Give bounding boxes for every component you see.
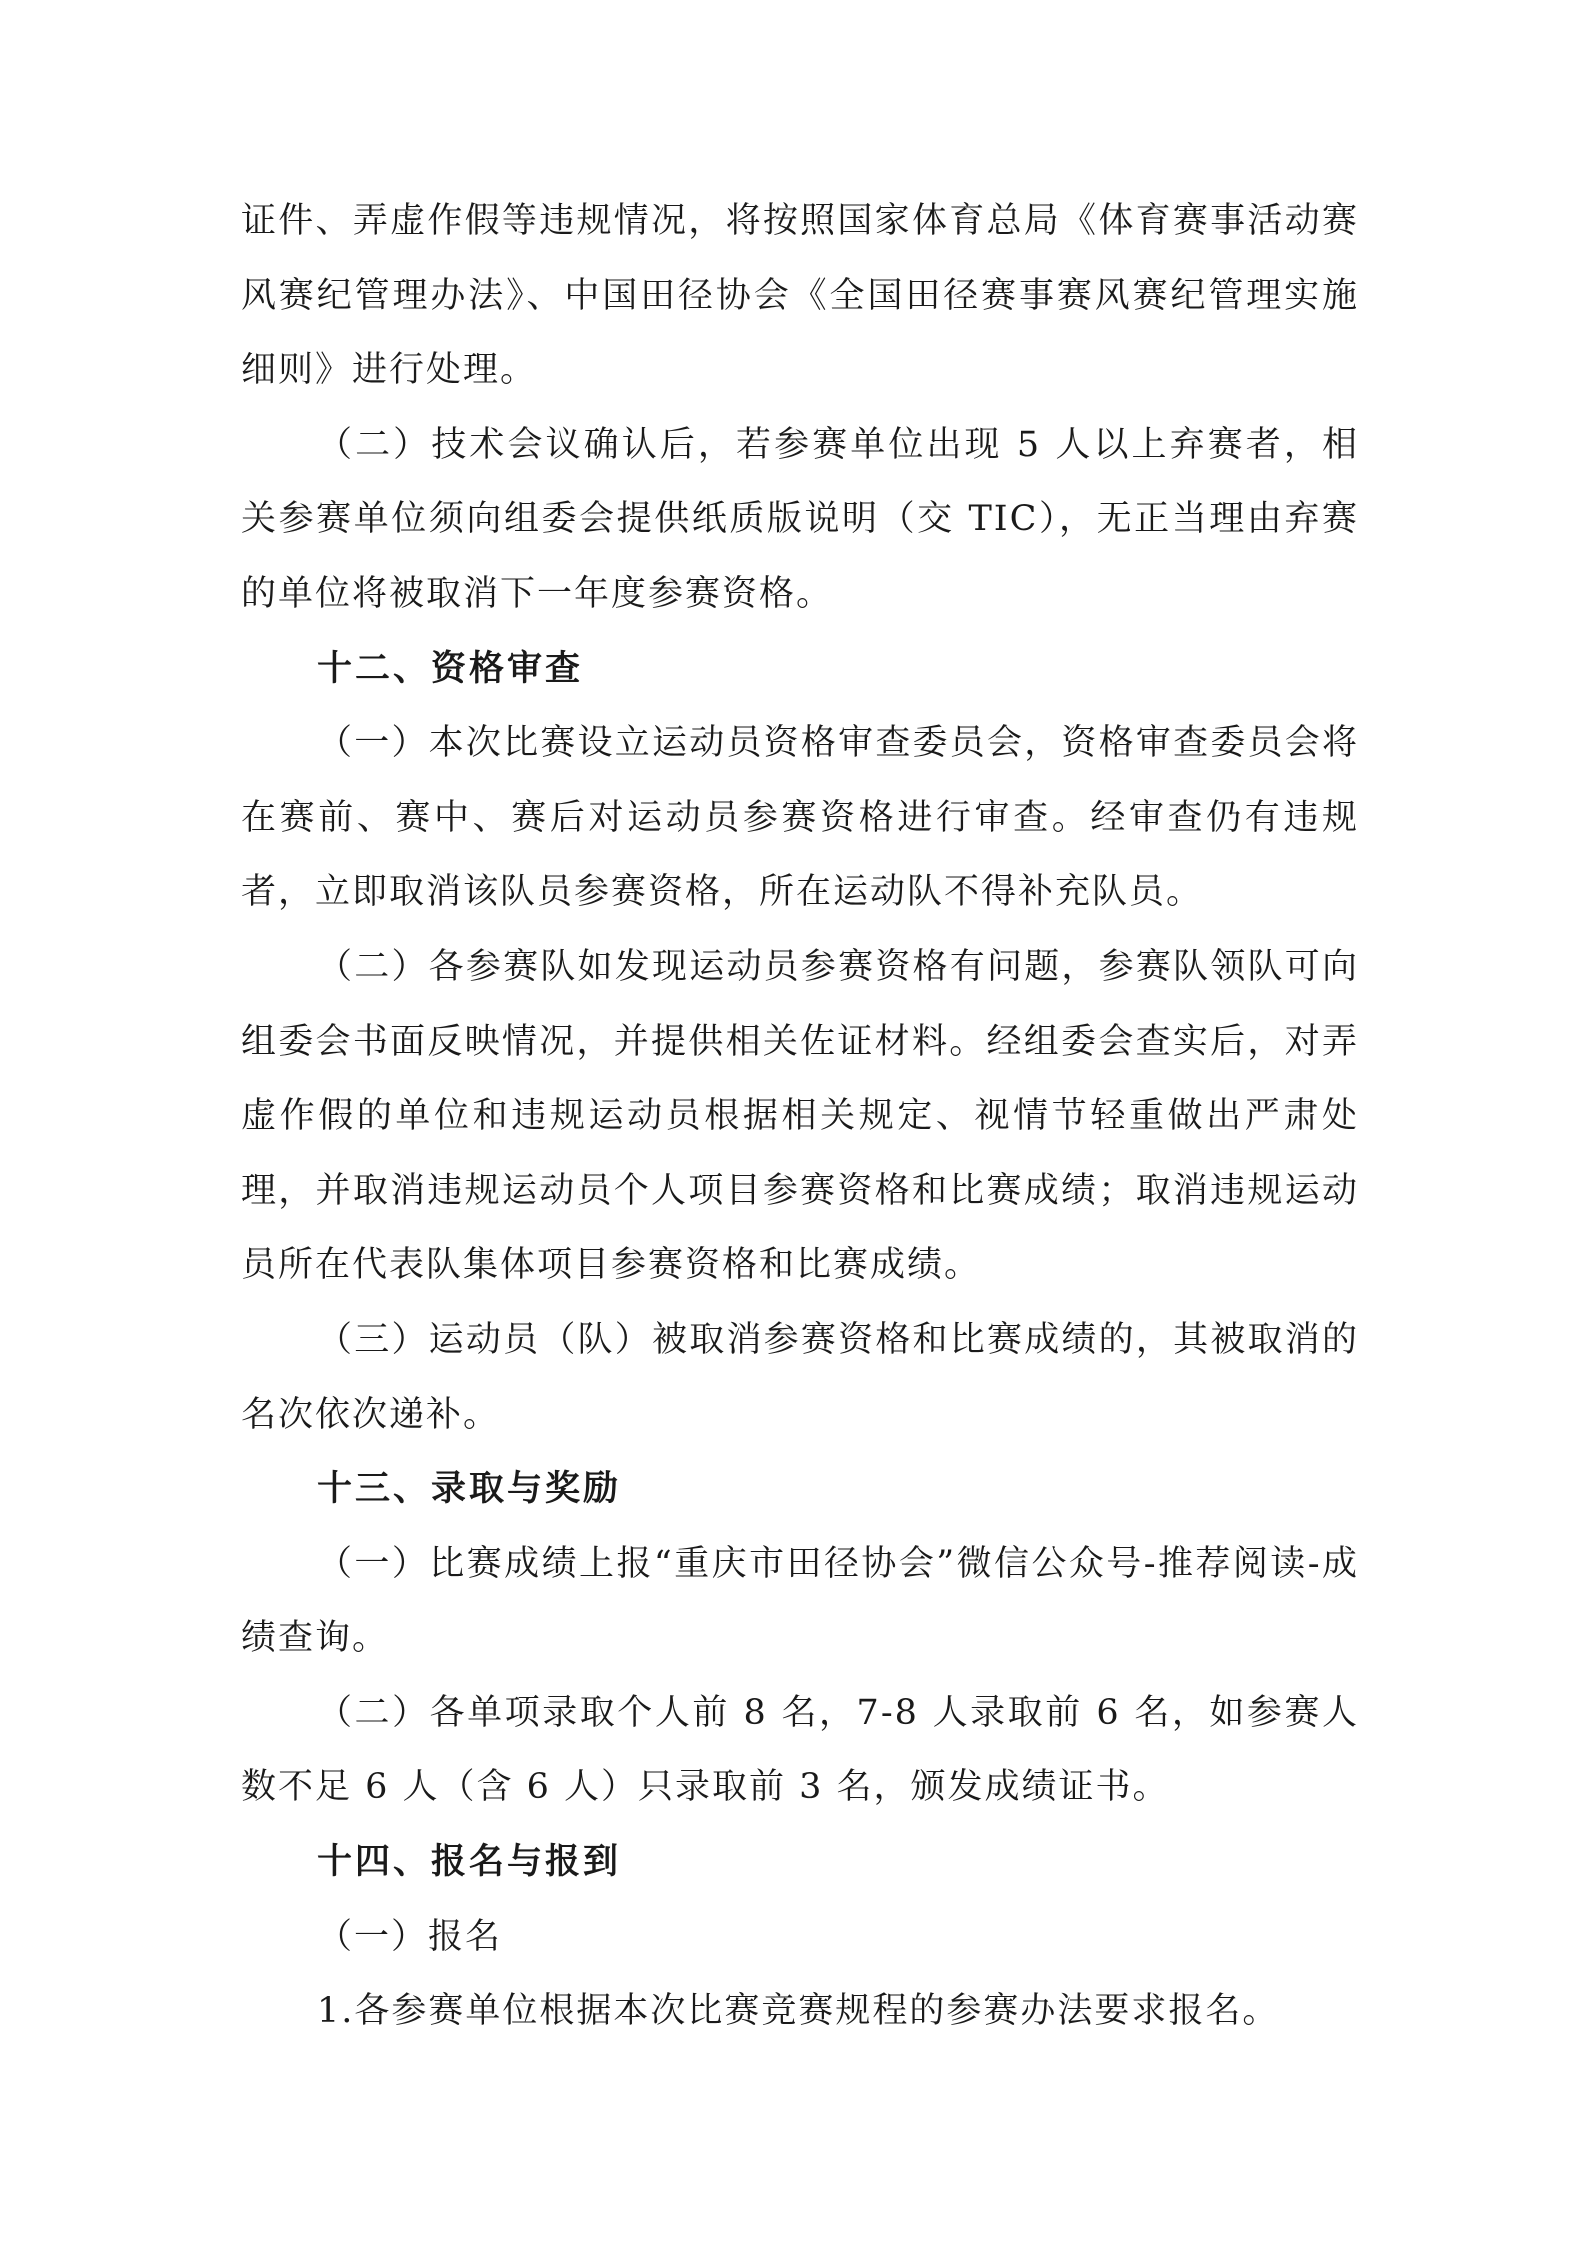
section-heading: 十四、报名与报到 xyxy=(317,1842,622,1883)
body-paragraph: 证件、弄虚作假等违规情况，将按照国家体育总局《体育赛事活动赛风赛纪管理办法》、中国田径协会《全国田径赛事赛风赛纪管理实施细则》进行处理。 xyxy=(241,201,1359,391)
body-paragraph: 1.各参赛单位根据本次比赛竞赛规程的参赛办法要求报名。 xyxy=(317,1991,1280,2032)
body-paragraph: （三）运动员（队）被取消参赛资格和比赛成绩的，其被取消的名次依次递补。 xyxy=(241,1319,1359,1435)
document-body xyxy=(241,184,1359,2049)
body-paragraph: （二）技术会议确认后，若参赛单位出现 5 人以上弃赛者，相关参赛单位须向组委会提供纸质版说明（交 TIC），无正当理由弃赛的单位将被取消下一年度参赛资格。 xyxy=(241,424,1359,614)
section-heading: 十二、资格审查 xyxy=(317,648,584,689)
section-heading: 十三、录取与奖励 xyxy=(317,1469,622,1510)
body-paragraph: （二）各参赛队如发现运动员参赛资格有问题，参赛队领队可向组委会书面反映情况，并提供相关佐证材料。经组委会查实后，对弄虚作假的单位和违规运动员根据相关规定、视情节轻重做出严肃处理，并取消违规运动员个人项目参赛资格和比赛成绩；取消违规运动员所在代表队集体项目参赛资格和比赛成绩。 xyxy=(241,946,1359,1286)
body-paragraph: （一）报名 xyxy=(317,1916,503,1957)
body-paragraph: （一）比赛成绩上报“重庆市田径协会”微信公众号-推荐阅读-成绩查询。 xyxy=(241,1543,1359,1659)
body-paragraph: （一）本次比赛设立运动员资格审查委员会，资格审查委员会将在赛前、赛中、赛后对运动员参赛资格进行审查。经审查仍有违规者，立即取消该队员参赛资格，所在运动队不得补充队员。 xyxy=(241,723,1359,913)
body-paragraph: （二）各单项录取个人前 8 名，7-8 人录取前 6 名，如参赛人数不足 6 人（含 6 人）只录取前 3 名，颁发成绩证书。 xyxy=(241,1692,1359,1808)
